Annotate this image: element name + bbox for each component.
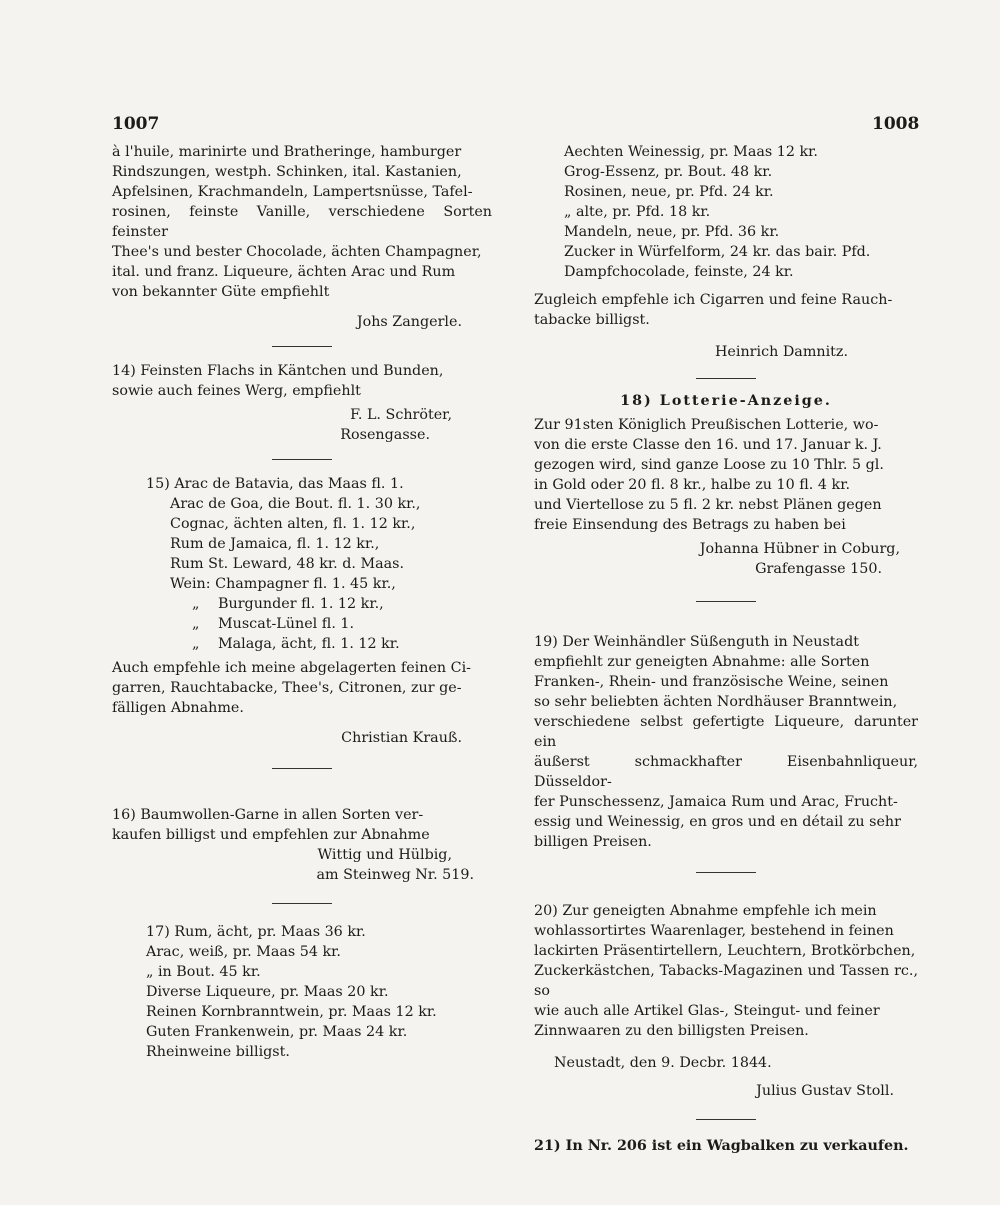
text-line: Zuckerkästchen, Tabacks-Magazinen und Tassen rc., so xyxy=(534,963,918,999)
text-line: äußerst schmackhafter Eisenbahnliqueur, Düsseldor- xyxy=(534,754,918,790)
signature-address: Rosengasse. xyxy=(340,427,430,443)
divider xyxy=(272,459,332,460)
divider xyxy=(696,378,756,379)
wine-item: Malaga, ächt, fl. 1. 12 kr. xyxy=(218,636,400,652)
text-line: Zucker in Würfelform, 24 kr. das bair. Pfd. xyxy=(564,244,871,260)
text-line: 16) Baumwollen-Garne in allen Sorten ver- xyxy=(112,807,424,823)
text-line xyxy=(112,634,492,654)
text-line: verschiedene selbst gefertigte Liqueure, darunter ein xyxy=(534,714,918,750)
text-line: gezogen wird, sind ganze Loose zu 10 Thlr. 5 gl. xyxy=(534,457,884,473)
text-line: Auch empfehle ich meine abgelagerten feinen Ci- xyxy=(112,660,472,676)
text-line xyxy=(112,614,492,634)
text-line: wie auch alle Artikel Glas-, Steingut- und feiner xyxy=(534,1003,880,1019)
text-line: Rum St. Leward, 48 kr. d. Maas. xyxy=(170,556,405,572)
text-line: ital. und franz. Liqueure, ächten Arac und Rum xyxy=(112,264,456,280)
wine-item: Burgunder fl. 1. 12 kr., xyxy=(218,596,384,612)
ad-13-text xyxy=(112,142,492,302)
text-line: und Viertellose zu 5 fl. 2 kr. nebst Plänen gegen xyxy=(534,497,882,513)
text-line: Aechten Weinessig, pr. Maas 12 kr. xyxy=(564,144,818,160)
text-line xyxy=(112,594,492,614)
text-line: Rum de Jamaica, fl. 1. 12 kr., xyxy=(170,536,380,552)
text-line: Rheinweine billigst. xyxy=(146,1044,290,1060)
text-line: Dampfchocolade, feinste, 24 kr. xyxy=(564,264,794,280)
text-line: Zugleich empfehle ich Cigarren und feine Rauch- xyxy=(534,292,893,308)
text-line: 15) Arac de Batavia, das Maas fl. 1. xyxy=(146,476,404,492)
text-line: 14) Feinsten Flachs in Käntchen und Bunden, xyxy=(112,363,444,379)
text-line: „ alte, pr. Pfd. 18 kr. xyxy=(564,204,711,220)
ditto-mark: „ xyxy=(192,616,200,632)
text-line: Wein: Champagner fl. 1. 45 kr., xyxy=(170,576,396,592)
text-line: kaufen billigst und empfehlen zur Abnahme xyxy=(112,827,430,843)
text-line: 20) Zur geneigten Abnahme empfehle ich mein xyxy=(534,903,877,919)
text-line: Reinen Kornbranntwein, pr. Maas 12 kr. xyxy=(146,1004,437,1020)
ad-16 xyxy=(112,805,492,845)
ad-20 xyxy=(534,901,918,1041)
ad-14 xyxy=(112,361,492,401)
wine-item: Muscat-Lünel fl. 1. xyxy=(218,616,355,632)
text-line: Franken-, Rhein- und französische Weine, seinen xyxy=(534,674,889,690)
signature-krauss: Christian Krauß. xyxy=(341,730,462,746)
text-line: lackirten Präsentirtellern, Leuchtern, Brotkörbchen, xyxy=(534,943,916,959)
text-line: wohlassortirtes Waarenlager, bestehend in feinen xyxy=(534,923,894,939)
text-line: Cognac, ächten alten, fl. 1. 12 kr., xyxy=(170,516,416,532)
divider xyxy=(696,1119,756,1120)
divider xyxy=(696,601,756,602)
text-line: Grog-Essenz, pr. Bout. 48 kr. xyxy=(564,164,773,180)
text-line: empfiehlt zur geneigten Abnahme: alle Sorten xyxy=(534,654,870,670)
divider xyxy=(272,346,332,347)
ad-17-continued xyxy=(534,142,918,330)
text-line: billigen Preisen. xyxy=(534,834,652,850)
signature-huebner: Johanna Hübner in Coburg, xyxy=(699,541,900,557)
text-line: Diverse Liqueure, pr. Maas 20 kr. xyxy=(146,984,389,1000)
page-number-left: 1007 xyxy=(112,114,160,134)
page-number-right: 1008 xyxy=(872,114,920,134)
text-line: Guten Frankenwein, pr. Maas 24 kr. xyxy=(146,1024,408,1040)
text-line: Arac, weiß, pr. Maas 54 kr. xyxy=(146,944,341,960)
text-line: à l'huile, marinirte und Bratheringe, hamburger xyxy=(112,144,462,160)
divider xyxy=(272,768,332,769)
text-line: Apfelsinen, Krachmandeln, Lampertsnüsse, Tafel- xyxy=(112,184,473,200)
text-line: sowie auch feines Werg, empfiehlt xyxy=(112,383,361,399)
dateline: Neustadt, den 9. Decbr. 1844. xyxy=(554,1055,772,1071)
ad-15 xyxy=(112,474,492,718)
text-line: tabacke billigst. xyxy=(534,312,650,328)
text-line: 19) Der Weinhändler Süßenguth in Neustadt xyxy=(534,634,859,650)
text-line: fer Punschessenz, Jamaica Rum und Arac, Frucht- xyxy=(534,794,898,810)
text-line: garren, Rauchtabacke, Thee's, Citronen, zur ge- xyxy=(112,680,462,696)
text-line: rosinen, feinste Vanille, verschiedene Sorten feinster xyxy=(112,204,492,240)
signature-schroeter: F. L. Schröter, xyxy=(350,407,452,423)
section-heading-lottery: 18) Lotterie-Anzeige. xyxy=(620,393,832,409)
text-line: Zur 91sten Königlich Preußischen Lotterie, wo- xyxy=(534,417,879,433)
text-line: so sehr beliebten ächten Nordhäuser Branntwein, xyxy=(534,694,898,710)
text-line: 17) Rum, ächt, pr. Maas 36 kr. xyxy=(146,924,366,940)
text-line: in Gold oder 20 fl. 8 kr., halbe zu 10 fl. 4 kr. xyxy=(534,477,851,493)
text-line: essig und Weinessig, en gros und en détail zu sehr xyxy=(534,814,901,830)
text-line: Mandeln, neue, pr. Pfd. 36 kr. xyxy=(564,224,780,240)
ad-21: 21) In Nr. 206 ist ein Wagbalken zu verkaufen. xyxy=(534,1138,909,1154)
signature-address: am Steinweg Nr. 519. xyxy=(316,867,474,883)
right-column xyxy=(534,142,918,1156)
ditto-mark: „ xyxy=(192,596,200,612)
text-line: Rosinen, neue, pr. Pfd. 24 kr. xyxy=(564,184,774,200)
text-line: Zinnwaaren zu den billigsten Preisen. xyxy=(534,1023,809,1039)
text-line: Arac de Goa, die Bout. fl. 1. 30 kr., xyxy=(170,496,421,512)
ditto-mark: „ xyxy=(192,636,200,652)
text-line: „ in Bout. 45 kr. xyxy=(146,964,261,980)
divider xyxy=(696,872,756,873)
left-column xyxy=(112,142,492,1062)
text-line: fälligen Abnahme. xyxy=(112,700,244,716)
ad-19 xyxy=(534,632,918,852)
signature-stoll: Julius Gustav Stoll. xyxy=(756,1083,894,1099)
signature-zangerle: Johs Zangerle. xyxy=(356,314,462,330)
signature-wittig: Wittig und Hülbig, xyxy=(317,847,452,863)
divider xyxy=(272,903,332,904)
ad-18 xyxy=(534,415,918,535)
ad-17 xyxy=(112,922,492,1062)
text-line: Rindszungen, westph. Schinken, ital. Kastanien, xyxy=(112,164,462,180)
text-line: von bekannter Güte empfiehlt xyxy=(112,284,330,300)
text-line: von die erste Classe den 16. und 17. Januar k. J. xyxy=(534,437,882,453)
signature-damnitz: Heinrich Damnitz. xyxy=(714,344,848,360)
text-line: freie Einsendung des Betrags zu haben bei xyxy=(534,517,846,533)
signature-address: Grafengasse 150. xyxy=(755,561,882,577)
text-line: Thee's und bester Chocolade, ächten Champagner, xyxy=(112,244,482,260)
